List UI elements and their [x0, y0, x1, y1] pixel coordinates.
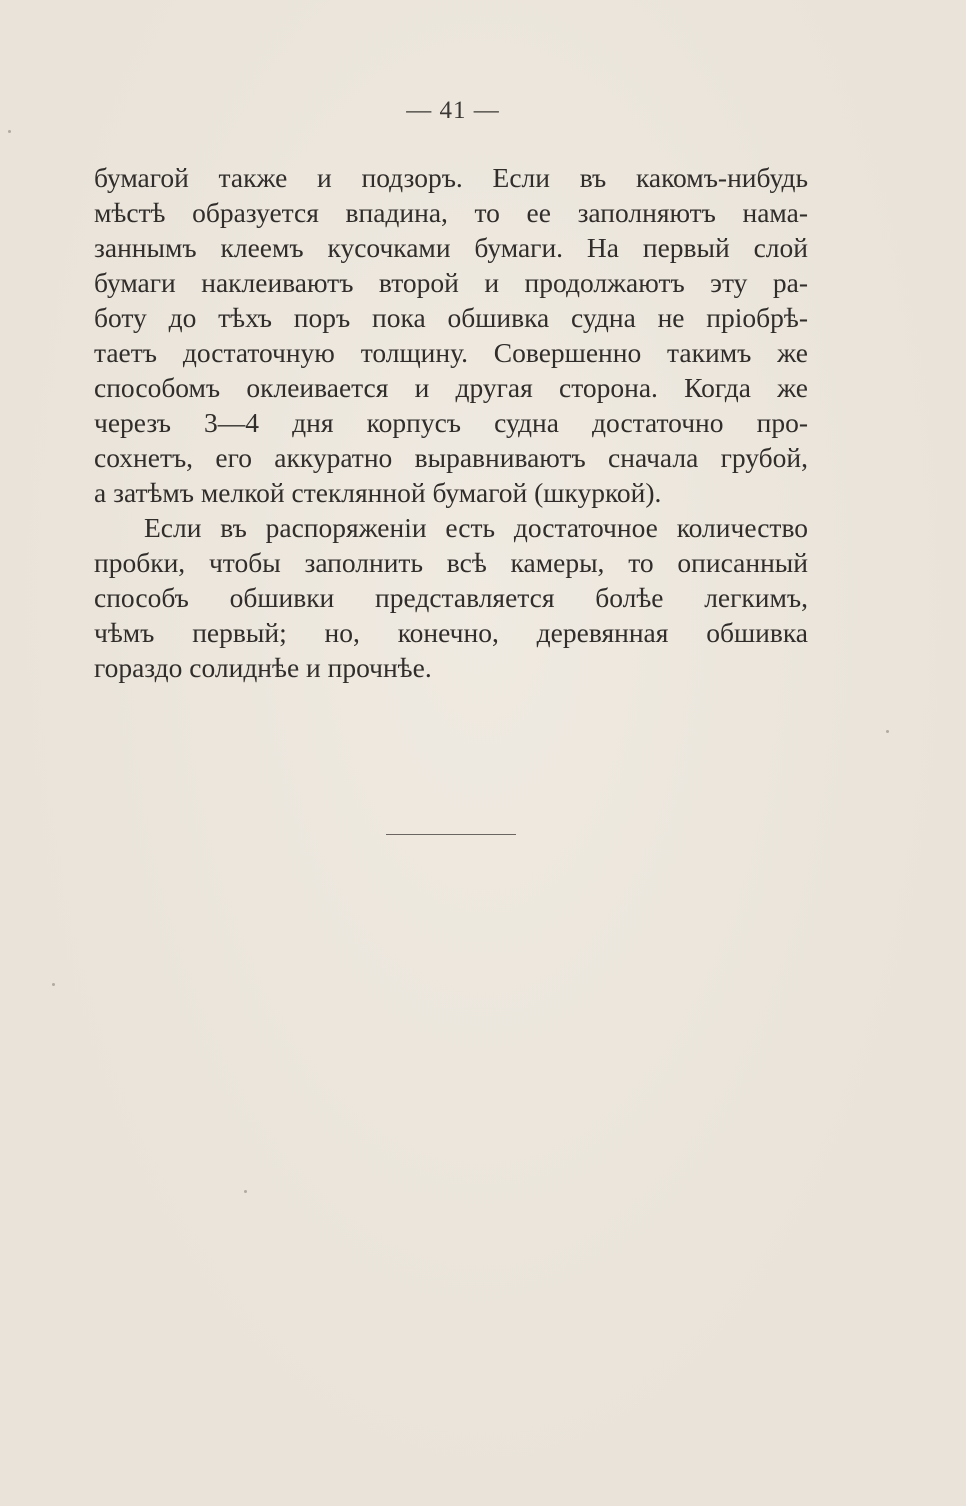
- text-line: заннымъ клеемъ кусочками бумаги. На первый слой: [94, 232, 808, 263]
- text-line: а затѣмъ мелкой стеклянной бумагой (шкуркой).: [94, 477, 662, 508]
- body-text: [94, 160, 808, 685]
- page-number: — 41 —: [406, 97, 500, 124]
- section-divider-rule: [386, 834, 516, 835]
- text-line: мѣстѣ образуется впадина, то ее заполняютъ нама-: [94, 197, 808, 228]
- text-line: боту до тѣхъ поръ пока обшивка судна не пріобрѣ-: [94, 302, 808, 333]
- text-line: бумаги наклеиваютъ второй и продолжаютъ эту ра-: [94, 267, 808, 298]
- text-line: черезъ 3—4 дня корпусъ судна достаточно про-: [94, 407, 808, 438]
- paper-speck: [886, 730, 889, 733]
- text-line: Если въ распоряженіи есть достаточное количество: [144, 512, 808, 543]
- text-line: пробки, чтобы заполнить всѣ камеры, то описанный: [94, 547, 808, 578]
- text-line: таетъ достаточную толщину. Совершенно такимъ же: [94, 337, 808, 368]
- text-line: гораздо солиднѣе и прочнѣе.: [94, 652, 432, 683]
- paragraph-1: [94, 160, 808, 510]
- text-line: способъ обшивки представляется болѣе легкимъ,: [94, 582, 808, 613]
- paper-speck: [8, 130, 11, 133]
- text-line: сохнетъ, его аккуратно выравниваютъ сначала грубой,: [94, 442, 808, 473]
- paper-speck: [244, 1190, 247, 1193]
- text-line: способомъ оклеивается и другая сторона. Когда же: [94, 372, 808, 403]
- text-line: бумагой также и подзоръ. Если въ какомъ-нибудь: [94, 162, 808, 193]
- paragraph-2: [94, 510, 808, 685]
- text-line: чѣмъ первый; но, конечно, деревянная обшивка: [94, 617, 808, 648]
- paper-speck: [52, 983, 55, 986]
